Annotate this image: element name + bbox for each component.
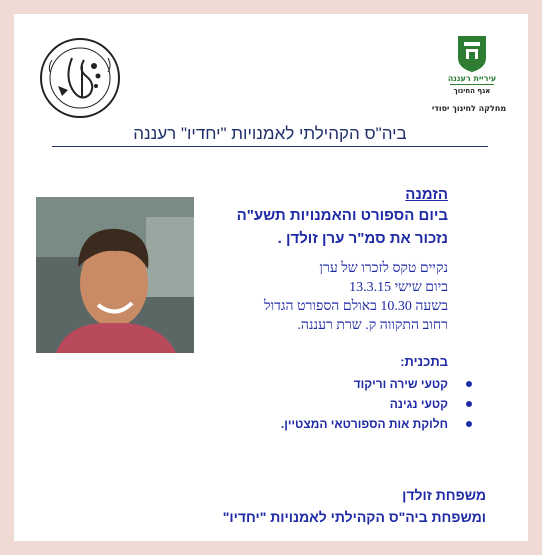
municipality-logo bbox=[432, 32, 512, 96]
details-line-4: רחוב התקווה ק. שרת רעננה. bbox=[297, 318, 448, 333]
bullet-icon bbox=[466, 381, 472, 387]
bullet-icon bbox=[466, 401, 472, 407]
invitation-label: הזמנה bbox=[405, 186, 448, 203]
program-heading: בתכנית: bbox=[400, 354, 448, 369]
event-heading bbox=[200, 204, 448, 250]
department-label: מחלקה לחינוך יסודי bbox=[431, 104, 507, 113]
program-item-2: קטעי נגינה bbox=[389, 397, 448, 411]
details-line-2: ביום שישי 13.3.15 bbox=[349, 280, 448, 295]
bullet-icon bbox=[466, 421, 472, 427]
signature-line-2: ומשפחת ביה"ס הקהילתי לאמנויות "יחדיו" bbox=[222, 509, 486, 525]
program-item-3: חלוקת אות הספורטאי המצטיין. bbox=[280, 417, 448, 431]
list-item bbox=[214, 414, 480, 434]
school-title: ביה"ס הקהילתי לאמנויות "יחדיו" רעננה bbox=[133, 124, 407, 143]
title-divider bbox=[52, 146, 488, 147]
details-line-1: נקיים טקס לזכרו של ערן bbox=[319, 261, 448, 276]
heading-line-1: ביום הספורט והאמנויות תשע"ה bbox=[236, 207, 448, 224]
signature-line-1: משפחת זולדן bbox=[402, 487, 486, 503]
details-line-3: בשעה 10.30 באולם הספורט הגדול bbox=[264, 299, 448, 314]
education-division: אגף החינוך bbox=[453, 87, 491, 95]
heading-line-2: נזכור את סמ"ר ערן זולדן . bbox=[277, 230, 448, 247]
program-item-1: קטעי שירה וריקוד bbox=[353, 377, 448, 391]
event-details bbox=[200, 259, 448, 335]
school-logo bbox=[38, 36, 122, 120]
list-item bbox=[214, 394, 480, 414]
program-list bbox=[214, 374, 480, 434]
signature bbox=[144, 484, 486, 528]
memorial-photo bbox=[36, 197, 194, 353]
invitation-page bbox=[14, 14, 528, 541]
list-item bbox=[214, 374, 480, 394]
municipality-name: עיריית רעננה bbox=[447, 74, 497, 83]
